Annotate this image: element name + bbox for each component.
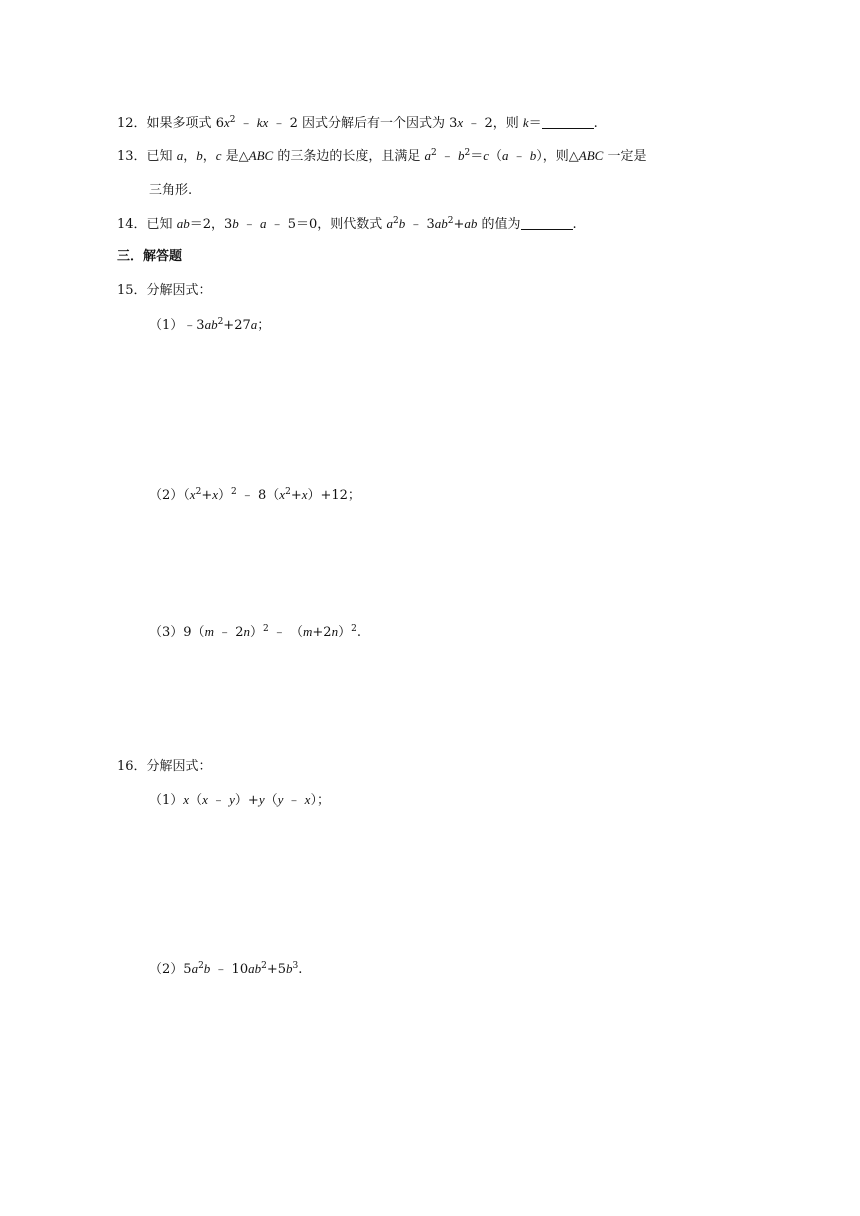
answer-blank[interactable] (542, 115, 594, 129)
question-15-part-1: $(1)﹣3ab^2+27a$； (149, 317, 271, 333)
question-13-continuation: 三角形. (149, 183, 193, 198)
question-16-part-2: $(2)5a^2b$ ﹣ $10ab^2+5b^3$. (149, 961, 303, 977)
question-15-part-2: $(2)(x^2+x)^2$ ﹣ $8(x^2+x)+12$； (149, 487, 361, 503)
question-16: 16．分解因式： (117, 759, 212, 774)
question-13: 13．已知 a，b，c 是△ABC 的三条边的长度，且满足 $a^2$ ﹣ $b^2=c(a$ ﹣ b），则△ABC 一定是 (117, 148, 647, 164)
question-number: 15． (117, 283, 147, 298)
answer-blank[interactable] (521, 216, 573, 230)
question-number: 16． (117, 759, 147, 774)
question-15-part-3: （3）9（m ﹣ 2n）$^2$ ﹣ $(m+2n)^2$. (149, 624, 361, 640)
question-15: 15．分解因式： (117, 283, 212, 298)
question-number: 12． (117, 116, 147, 131)
question-12: 12．如果多项式 $6x^2$ ﹣ kx ﹣ 2 因式分解后有一个因式为 3x ﹣ 2，则 k＝ . (117, 115, 598, 131)
question-16-part-1: （1）x（x ﹣ y）+y（y ﹣ x）； (149, 792, 330, 808)
question-number: 13． (117, 149, 147, 164)
question-number: 14． (117, 217, 147, 232)
question-14: 14．已知 ab＝2，3b ﹣ a ﹣ 5＝0，则代数式 $a^2b$ ﹣ $3ab^2+ab$ 的值为 . (117, 216, 577, 232)
section-heading: 三．解答题 (117, 249, 183, 264)
